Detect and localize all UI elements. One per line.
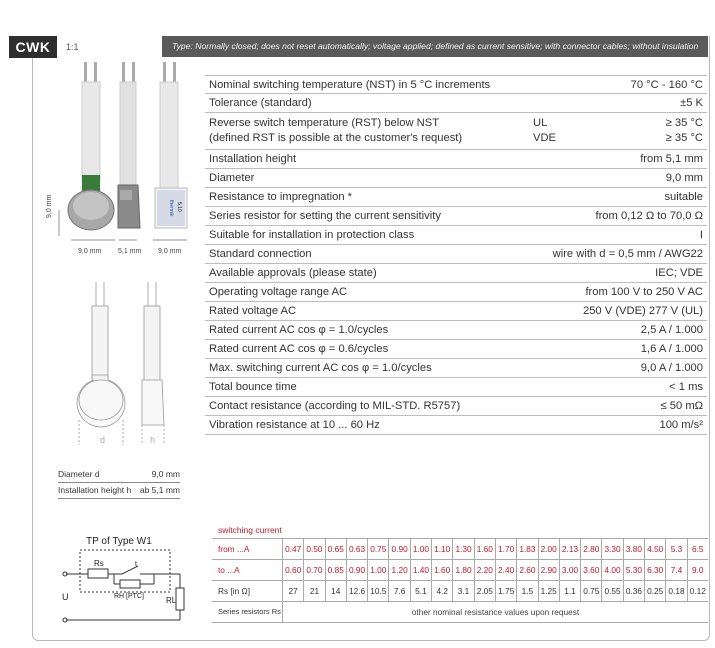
spec-value: from 100 V to 250 V AC xyxy=(585,286,703,298)
spec-label: Max. switching current AC cos φ = 1.0/cycles xyxy=(209,362,432,374)
nominal-note: other nominal resistance values upon request xyxy=(282,602,708,622)
spec-row xyxy=(205,340,707,359)
to-current-cell: 1.80 xyxy=(452,560,473,580)
spec-label: Diameter xyxy=(209,172,255,184)
from-label: from ...A xyxy=(218,544,250,554)
spec-value: from 0,12 Ω to 70,0 Ω xyxy=(595,210,703,222)
spec-row xyxy=(205,169,707,188)
from-current-cell: 0.63 xyxy=(346,539,367,559)
from-current-cell: 2.13 xyxy=(559,539,580,559)
width-label-back: 9,0 mm xyxy=(158,248,182,255)
t-label: t xyxy=(135,561,137,568)
resistance-cell: 0.55 xyxy=(601,581,622,601)
resistance-cell: 14 xyxy=(325,581,346,601)
rs-label: Rs xyxy=(94,559,104,568)
dimension-table xyxy=(58,467,180,499)
to-current-cell: 9.0 xyxy=(687,560,708,580)
spec-value: IEC; VDE xyxy=(655,267,703,279)
resistance-cell: 1.1 xyxy=(559,581,580,601)
spec-label: Nominal switching temperature (NST) in 5 °C increments xyxy=(209,78,491,91)
spec-value: ±5 K xyxy=(680,97,703,109)
product-code-badge: CWK xyxy=(9,36,57,58)
to-current-cell: 1.40 xyxy=(410,560,431,580)
from-current-cell: 1.00 xyxy=(410,539,431,559)
to-current-cell: 2.20 xyxy=(474,560,495,580)
dimension-value: ab 5,1 mm xyxy=(139,485,180,495)
switching-current-table xyxy=(212,522,708,623)
spec-row xyxy=(205,75,707,94)
series-resistors-label: Series resistors Rs xyxy=(218,607,281,616)
rst-value-vde: ≥ 35 °C xyxy=(665,132,703,144)
spec-label: Total bounce time xyxy=(209,381,297,393)
spec-value: 250 V (VDE) 277 V (UL) xyxy=(582,305,703,317)
rl-label: RL xyxy=(166,596,177,605)
spec-row xyxy=(205,188,707,207)
to-current-cell: 0.90 xyxy=(346,560,367,580)
spec-label: Vibration resistance at 10 ... 60 Hz xyxy=(209,419,380,431)
resistance-label: Rs [in Ω] xyxy=(218,586,251,596)
spec-row-rst xyxy=(205,113,707,150)
resistance-cell: 3.1 xyxy=(452,581,473,601)
resistance-cell: 0.25 xyxy=(644,581,665,601)
spec-label: Tolerance (standard) xyxy=(209,97,312,109)
spec-label: Resistance to impregnation * xyxy=(209,191,353,203)
from-current-cell: 0.65 xyxy=(325,539,346,559)
spec-value: from 5,1 mm xyxy=(640,153,703,165)
spec-value: 100 m/s² xyxy=(659,419,703,431)
spec-value: < 1 ms xyxy=(669,381,703,393)
spec-row xyxy=(205,397,707,416)
spec-label: Rated current AC cos φ = 0.6/cycles xyxy=(209,343,389,355)
resistance-cell: 5.1 xyxy=(410,581,431,601)
to-current-cell: 7.4 xyxy=(665,560,686,580)
resistance-cell: 27 xyxy=(282,581,303,601)
to-current-cell: 1.00 xyxy=(367,560,388,580)
resistance-cell: 4.2 xyxy=(431,581,452,601)
dimension-row-diameter xyxy=(58,467,180,483)
resistance-cell: 1.75 xyxy=(495,581,516,601)
spec-row xyxy=(205,359,707,378)
rh-label: RH [PTC] xyxy=(114,593,144,600)
from-current-cell: 2.80 xyxy=(580,539,601,559)
to-label: to ...A xyxy=(218,565,240,575)
resistance-row xyxy=(212,581,708,602)
to-row xyxy=(212,560,708,581)
spec-row xyxy=(205,226,707,245)
from-current-cell: 1.30 xyxy=(452,539,473,559)
spec-label: Contact resistance (according to MIL-STD. R5757) xyxy=(209,400,461,412)
resistance-cell: 10.5 xyxy=(367,581,388,601)
to-current-cell: 1.20 xyxy=(388,560,409,580)
resistance-cell: 1.5 xyxy=(516,581,537,601)
width-label-side: 5,1 mm xyxy=(118,248,142,255)
from-current-cell: 1.83 xyxy=(516,539,537,559)
rst-standard-ul: UL xyxy=(533,117,548,129)
spec-row xyxy=(205,207,707,226)
spec-label: Available approvals (please state) xyxy=(209,267,377,279)
brand-mark: thermik xyxy=(168,200,174,217)
spec-label: Series resistor for setting the current sensitivity xyxy=(209,210,441,222)
diameter-marker: d xyxy=(100,435,106,445)
spec-label: Suitable for installation in protection class xyxy=(209,229,415,241)
to-current-cell: 5.30 xyxy=(623,560,644,580)
spec-label: Operating voltage range AC xyxy=(209,286,348,298)
to-current-cell: 0.85 xyxy=(325,560,346,580)
series-resistors-row xyxy=(212,602,708,623)
resistance-cell: 0.75 xyxy=(580,581,601,601)
specification-table xyxy=(205,75,707,435)
spec-row xyxy=(205,150,707,169)
resistance-cell: 12.6 xyxy=(346,581,367,601)
spec-value: 9,0 mm xyxy=(665,172,703,184)
resistance-cell: 0.36 xyxy=(623,581,644,601)
from-current-cell: 5.3 xyxy=(665,539,686,559)
spec-row xyxy=(205,416,707,435)
to-current-cell: 3.00 xyxy=(559,560,580,580)
u-label: U xyxy=(62,592,69,602)
from-row xyxy=(212,538,708,560)
from-current-cell: 1.60 xyxy=(474,539,495,559)
from-current-cell: 0.47 xyxy=(282,539,303,559)
spec-row xyxy=(205,264,707,283)
dimension-value: 9,0 mm xyxy=(151,469,180,479)
resistance-cell: 0.18 xyxy=(665,581,686,601)
resistance-cell: 1.25 xyxy=(538,581,559,601)
from-current-cell: 3.30 xyxy=(601,539,622,559)
to-current-cell: 0.70 xyxy=(303,560,324,580)
rst-standard-vde: VDE xyxy=(533,132,557,144)
spec-label: Installation height xyxy=(209,153,297,165)
part-mark: 5,10 xyxy=(176,202,182,212)
dimension-row-height xyxy=(58,483,180,499)
spec-row xyxy=(205,94,707,113)
rst-sublabel: (defined RST is possible at the customer's request) xyxy=(209,132,463,144)
switching-current-title: switching current xyxy=(218,525,282,535)
height-marker: h xyxy=(150,435,156,445)
spec-label: Rated current AC cos φ = 1.0/cycles xyxy=(209,324,389,336)
spec-label: Rated voltage AC xyxy=(209,305,297,317)
spec-value: suitable xyxy=(664,191,703,203)
scale-label: 1:1 xyxy=(66,42,79,52)
spec-label: Standard connection xyxy=(209,248,312,260)
spec-value: I xyxy=(699,229,703,241)
to-current-cell: 1.60 xyxy=(431,560,452,580)
from-current-cell: 1.70 xyxy=(495,539,516,559)
spec-value: 9,0 A / 1.000 xyxy=(640,362,703,374)
dimension-label: Installation height h xyxy=(58,485,132,495)
to-current-cell: 2.90 xyxy=(538,560,559,580)
from-current-cell: 2.00 xyxy=(538,539,559,559)
resistance-cell: 7.6 xyxy=(388,581,409,601)
from-current-cell: 0.90 xyxy=(388,539,409,559)
spec-row xyxy=(205,245,707,264)
height-dimension-label: 9,0 mm xyxy=(46,194,53,218)
from-current-cell: 0.75 xyxy=(367,539,388,559)
resistance-cell: 0.12 xyxy=(687,581,708,601)
from-current-cell: 0.50 xyxy=(303,539,324,559)
from-current-cell: 6.5 xyxy=(687,539,708,559)
from-current-cell: 4.50 xyxy=(644,539,665,559)
spec-value: ≤ 50 mΩ xyxy=(660,400,703,412)
to-current-cell: 3.60 xyxy=(580,560,601,580)
to-current-cell: 4.00 xyxy=(601,560,622,580)
rst-label: Reverse switch temperature (RST) below NST xyxy=(209,117,440,129)
spec-row xyxy=(205,283,707,302)
spec-value: 1,6 A / 1.000 xyxy=(640,343,703,355)
dimension-label: Diameter d xyxy=(58,469,100,479)
resistance-cell: 2.05 xyxy=(474,581,495,601)
spec-value: 70 °C - 160 °C xyxy=(630,78,703,91)
width-label-front: 9,0 mm xyxy=(78,248,102,255)
from-current-cell: 3.80 xyxy=(623,539,644,559)
to-current-cell: 0.60 xyxy=(282,560,303,580)
technical-drawing xyxy=(74,280,184,450)
spec-row xyxy=(205,302,707,321)
to-current-cell: 2.60 xyxy=(516,560,537,580)
spec-value: wire with d = 0,5 mm / AWG22 xyxy=(552,248,703,260)
spec-row xyxy=(205,321,707,340)
to-current-cell: 2.40 xyxy=(495,560,516,580)
from-current-cell: 1.10 xyxy=(431,539,452,559)
spec-value: 2,5 A / 1.000 xyxy=(640,324,703,336)
resistance-cell: 21 xyxy=(303,581,324,601)
rst-value-ul: ≥ 35 °C xyxy=(665,117,703,129)
to-current-cell: 6.30 xyxy=(644,560,665,580)
circuit-diagram xyxy=(58,548,198,628)
type-description-bar: Type: Normally closed; does not reset automatically; voltage applied; defined as current sensitive; with connector cables; without insulation xyxy=(162,36,708,57)
spec-row xyxy=(205,378,707,397)
circuit-title: TP of Type W1 xyxy=(86,536,152,547)
